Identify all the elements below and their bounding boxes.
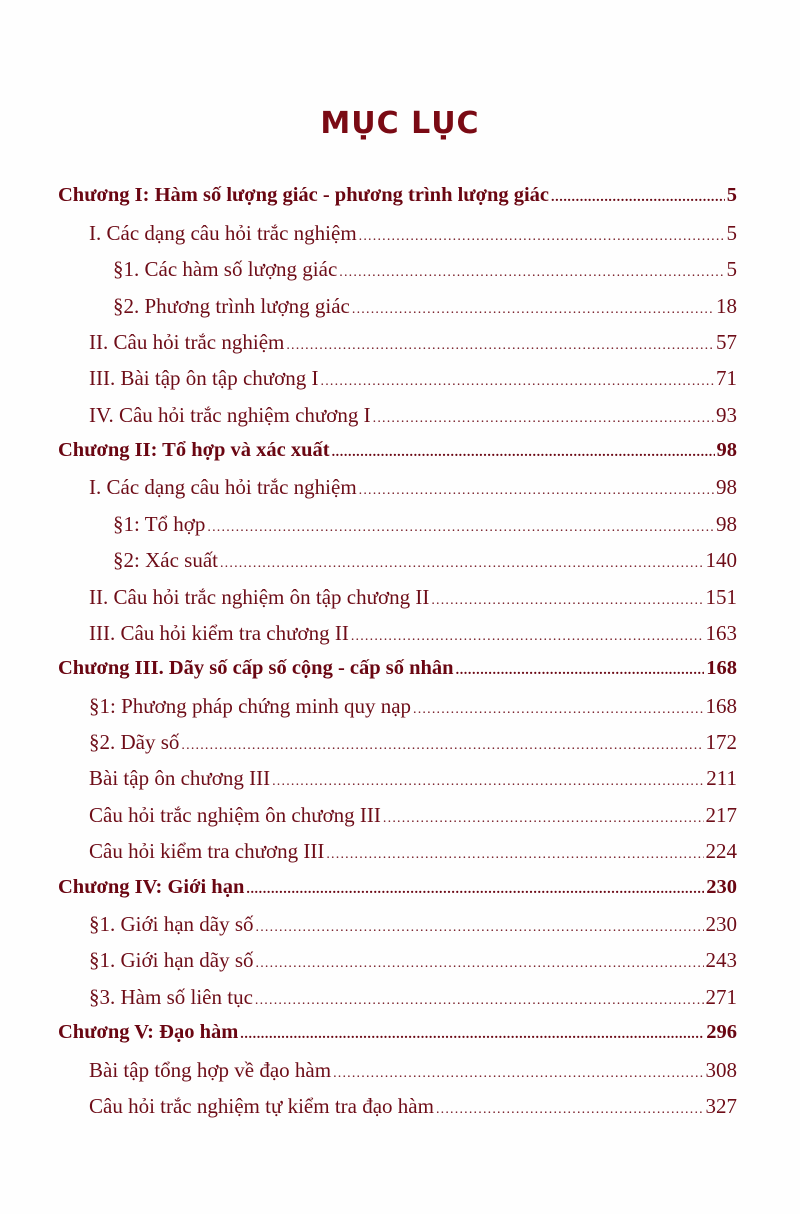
toc-entry-label: Chương IV: Giới hạn — [58, 876, 245, 898]
toc-entry[interactable] — [89, 1058, 737, 1088]
toc-entry[interactable] — [89, 221, 737, 251]
dot-leader — [359, 483, 714, 499]
dot-leader — [272, 774, 704, 790]
toc-entry[interactable] — [89, 694, 737, 724]
toc-entry-label: Chương V: Đạo hàm — [58, 1021, 239, 1043]
toc-page-number: 168 — [706, 657, 737, 679]
dot-leader — [373, 411, 714, 427]
dot-leader — [326, 847, 703, 863]
dot-leader — [551, 190, 725, 206]
toc-page-number: 140 — [705, 548, 737, 572]
toc-page-number: 98 — [716, 512, 737, 536]
toc-page-number: 151 — [705, 585, 737, 609]
toc-entry-label: IV. Câu hỏi trắc nghiệm chương I — [89, 403, 371, 427]
toc-entry-label: Chương II: Tổ hợp và xác xuất — [58, 439, 330, 461]
toc-chapter[interactable] — [58, 657, 737, 687]
dot-leader — [431, 593, 703, 609]
dot-leader — [286, 338, 714, 354]
toc-page-number: 98 — [716, 475, 737, 499]
dot-leader — [383, 811, 704, 827]
toc-page-number: 271 — [705, 985, 737, 1009]
toc-entry[interactable] — [89, 766, 737, 796]
toc-page-number: 98 — [716, 439, 737, 461]
toc-entry[interactable] — [89, 585, 737, 615]
dot-leader — [240, 1027, 704, 1043]
dot-leader — [246, 882, 704, 898]
toc-entry-label: II. Câu hỏi trắc nghiệm ôn tập chương II — [89, 585, 430, 609]
dot-leader — [339, 265, 724, 281]
toc-entry[interactable] — [89, 839, 737, 869]
toc-entry[interactable] — [113, 294, 737, 324]
dot-leader — [207, 520, 714, 536]
toc-entry[interactable] — [89, 330, 737, 360]
dot-leader — [352, 302, 714, 318]
toc-entry-label: III. Câu hỏi kiểm tra chương II — [89, 621, 349, 645]
toc-entry-label: Bài tập ôn chương III — [89, 766, 271, 790]
toc-entry[interactable] — [89, 621, 737, 651]
toc-entry[interactable] — [89, 912, 737, 942]
toc-entry-label: II. Câu hỏi trắc nghiệm — [89, 330, 285, 354]
toc-entry-label: Câu hỏi kiểm tra chương III — [89, 839, 325, 863]
toc-page-number: 5 — [726, 184, 737, 206]
toc-entry-label: §3. Hàm số liên tục — [89, 985, 253, 1009]
toc-page-number: 230 — [705, 912, 737, 936]
toc-entry-label: I. Các dạng câu hỏi trắc nghiệm — [89, 221, 357, 245]
toc-page-number: 172 — [705, 730, 737, 754]
dot-leader — [220, 556, 704, 572]
toc-entry[interactable] — [89, 366, 737, 396]
toc-entry-label: §1. Giới hạn dãy số — [89, 912, 254, 936]
toc-entry[interactable] — [113, 257, 737, 287]
toc-page-number: 296 — [706, 1021, 737, 1043]
toc-chapter[interactable] — [58, 439, 737, 469]
dot-leader — [255, 993, 704, 1009]
dot-leader — [351, 629, 704, 645]
toc-page-number: 217 — [705, 803, 737, 827]
dot-leader — [321, 374, 714, 390]
toc-chapter[interactable] — [58, 184, 737, 214]
toc-entry-label: §1: Tổ hợp — [113, 512, 206, 536]
toc-page-number: 71 — [716, 366, 737, 390]
dot-leader — [181, 738, 703, 754]
toc-chapter[interactable] — [58, 1021, 737, 1051]
toc-entry-label: §1: Phương pháp chứng minh quy nạp — [89, 694, 412, 718]
dot-leader — [359, 229, 725, 245]
dot-leader — [333, 1066, 703, 1082]
dot-leader — [436, 1102, 704, 1118]
toc-entry-label: §2: Xác suất — [113, 548, 218, 572]
toc-entry-label: III. Bài tập ôn tập chương I — [89, 366, 319, 390]
toc-entry[interactable] — [89, 403, 737, 433]
toc-page-number: 243 — [705, 948, 737, 972]
toc-page-number: 168 — [705, 694, 737, 718]
toc-page-number: 211 — [706, 766, 737, 790]
toc-entry[interactable] — [89, 985, 737, 1015]
dot-leader — [456, 663, 705, 679]
dot-leader — [332, 445, 715, 461]
toc-entry-label: §1. Các hàm số lượng giác — [113, 257, 338, 281]
toc-entry-label: I. Các dạng câu hỏi trắc nghiệm — [89, 475, 357, 499]
toc-page-number: 224 — [705, 839, 737, 863]
toc-entry-label: §2. Phương trình lượng giác — [113, 294, 350, 318]
toc-entry-label: §2. Dãy số — [89, 730, 180, 754]
toc-page-number: 327 — [705, 1094, 737, 1118]
toc-entry-label: Câu hỏi trắc nghiệm tự kiểm tra đạo hàm — [89, 1094, 434, 1118]
dot-leader — [256, 920, 704, 936]
toc-entry-label: Câu hỏi trắc nghiệm ôn chương III — [89, 803, 381, 827]
toc-chapter[interactable] — [58, 876, 737, 906]
toc-page-number: 308 — [705, 1058, 737, 1082]
toc-entry-label: Chương III. Dãy số cấp số cộng - cấp số nhân — [58, 657, 454, 679]
toc-entry-label: Bài tập tổng hợp về đạo hàm — [89, 1058, 332, 1082]
toc-entry[interactable] — [89, 475, 737, 505]
toc-page-number: 5 — [726, 257, 737, 281]
toc-page-number: 230 — [706, 876, 737, 898]
toc-page-number: 18 — [716, 294, 737, 318]
toc-entry-label: §1. Giới hạn dãy số — [89, 948, 254, 972]
toc-entry[interactable] — [89, 948, 737, 978]
toc-entry[interactable] — [113, 548, 737, 578]
dot-leader — [413, 702, 703, 718]
toc-page-number: 93 — [716, 403, 737, 427]
page-title: MỤC LỤC — [320, 106, 480, 141]
toc-page-number: 5 — [726, 221, 737, 245]
dot-leader — [256, 956, 704, 972]
toc-entry[interactable] — [89, 803, 737, 833]
toc-page-number: 57 — [716, 330, 737, 354]
toc-page-number: 163 — [705, 621, 737, 645]
toc-entry-label: Chương I: Hàm số lượng giác - phương trình lượng giác — [58, 184, 550, 206]
toc-entry[interactable] — [113, 512, 737, 542]
toc-entry[interactable] — [89, 1094, 737, 1124]
toc-entry[interactable] — [89, 730, 737, 760]
